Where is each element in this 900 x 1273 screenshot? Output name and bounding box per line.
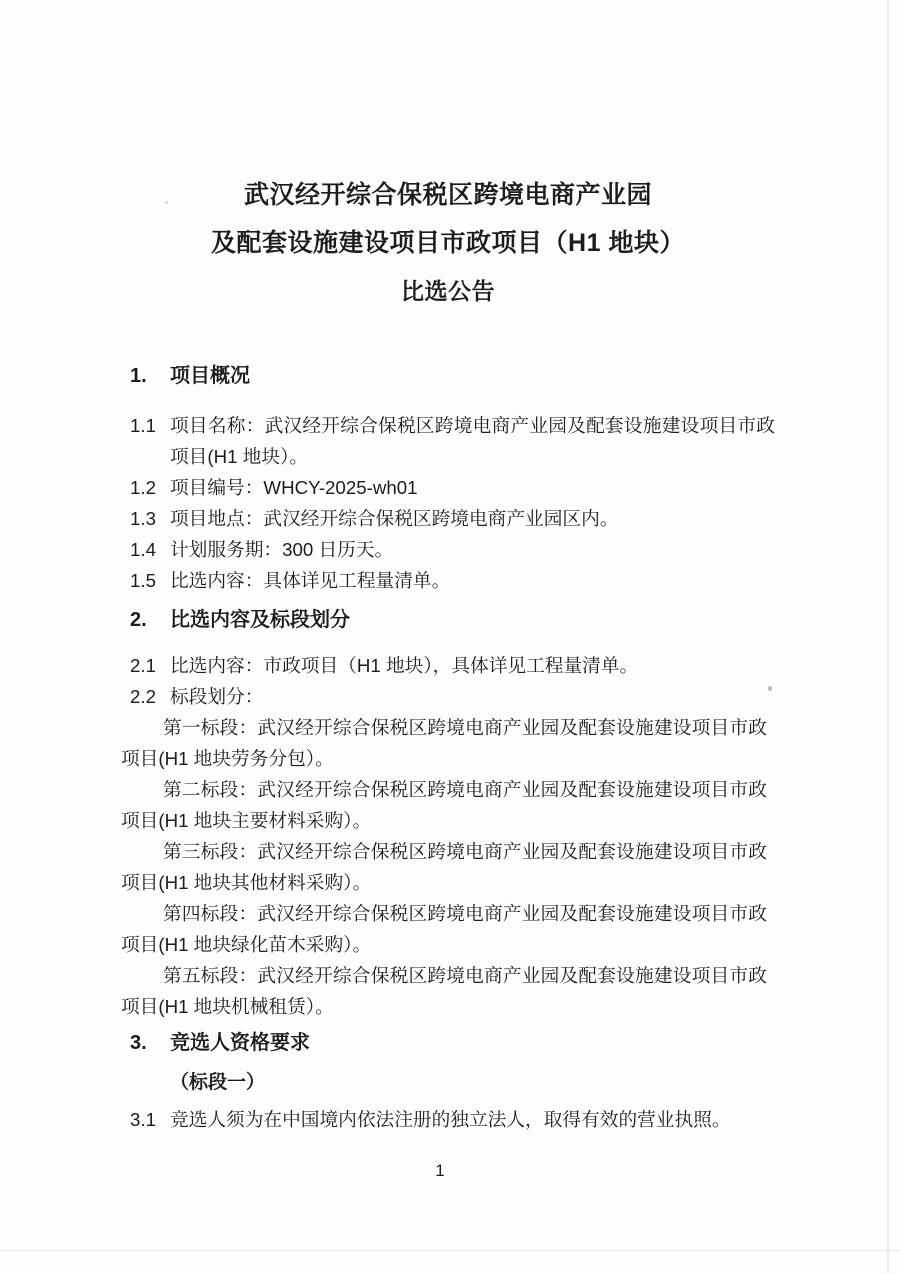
bid-lot-1: 第一标段：武汉经开综合保税区跨境电商产业园及配套设施建设项目市政项目(H1 地块劳务分包）。	[121, 717, 767, 769]
clause-number: 2.2	[130, 686, 156, 707]
clause-text: 比选内容：具体详见工程量清单。	[170, 570, 451, 591]
section-1-title: 项目概况	[170, 365, 250, 387]
clause-text: 项目编号：WHCY-2025-wh01	[170, 477, 418, 498]
section-3-number: 3.	[130, 1032, 147, 1054]
clause-number: 1.5	[130, 570, 156, 591]
clause-1-5	[121, 565, 775, 596]
section-1-heading	[121, 361, 775, 392]
bid-lot-paragraphs	[121, 712, 775, 1022]
clause-text: 项目地点：武汉经开综合保税区跨境电商产业园区内。	[170, 508, 619, 529]
section-1-number: 1.	[130, 365, 147, 387]
title-block	[121, 171, 775, 315]
clause-1-2	[121, 472, 775, 503]
clause-2-1	[121, 650, 775, 681]
section-2-title: 比选内容及标段划分	[170, 609, 350, 631]
scan-edge-line-bottom	[0, 1250, 900, 1251]
section-2-number: 2.	[130, 609, 147, 631]
doc-title-line2: 及配套设施建设项目市政项目（H1 地块）	[211, 229, 685, 257]
section-2-items	[121, 650, 775, 712]
doc-title-line1: 武汉经开综合保税区跨境电商产业园	[243, 181, 652, 209]
clause-1-3	[121, 503, 775, 534]
clause-text: 计划服务期：300 日历天。	[170, 539, 394, 560]
section-1-items	[121, 410, 775, 596]
scan-speck	[768, 686, 772, 691]
section-3-heading	[121, 1028, 775, 1059]
clause-text: 项目名称：武汉经开综合保税区跨境电商产业园及配套设施建设项目市政项目(H1 地块）。	[170, 415, 775, 467]
scan-speck	[165, 201, 168, 204]
scan-edge-line-right	[887, 0, 889, 1273]
section-3-subheading: （标段一）	[170, 1072, 266, 1093]
bid-lot-4: 第四标段：武汉经开综合保税区跨境电商产业园及配套设施建设项目市政项目(H1 地块绿化苗木采购）。	[121, 903, 767, 955]
clause-number: 1.3	[130, 508, 156, 529]
section-2-heading	[121, 605, 775, 636]
clause-2-2	[121, 681, 775, 712]
clause-text: 竞选人须为在中国境内依法注册的独立法人，取得有效的营业执照。	[170, 1109, 731, 1130]
clause-text: 比选内容：市政项目（H1 地块），具体详见工程量清单。	[170, 655, 639, 676]
clause-text: 标段划分：	[170, 686, 264, 707]
bid-lot-3: 第三标段：武汉经开综合保税区跨境电商产业园及配套设施建设项目市政项目(H1 地块其他材料采购）。	[121, 841, 767, 893]
clause-number: 2.1	[130, 655, 156, 676]
section-3-items	[121, 1104, 775, 1135]
doc-subtitle: 比选公告	[401, 278, 495, 304]
clause-3-1	[121, 1104, 775, 1135]
section-3-title: 竞选人资格要求	[170, 1032, 310, 1054]
bid-lot-2: 第二标段：武汉经开综合保税区跨境电商产业园及配套设施建设项目市政项目(H1 地块主要材料采购）。	[121, 779, 767, 831]
page-number: 1	[435, 1161, 445, 1180]
clause-number: 1.4	[130, 539, 156, 560]
clause-number: 1.1	[130, 415, 156, 436]
clause-1-1	[121, 410, 775, 472]
bid-lot-5: 第五标段：武汉经开综合保税区跨境电商产业园及配套设施建设项目市政项目(H1 地块机械租赁）。	[121, 965, 767, 1017]
clause-number: 1.2	[130, 477, 156, 498]
clause-1-4	[121, 534, 775, 565]
clause-number: 3.1	[130, 1109, 156, 1130]
